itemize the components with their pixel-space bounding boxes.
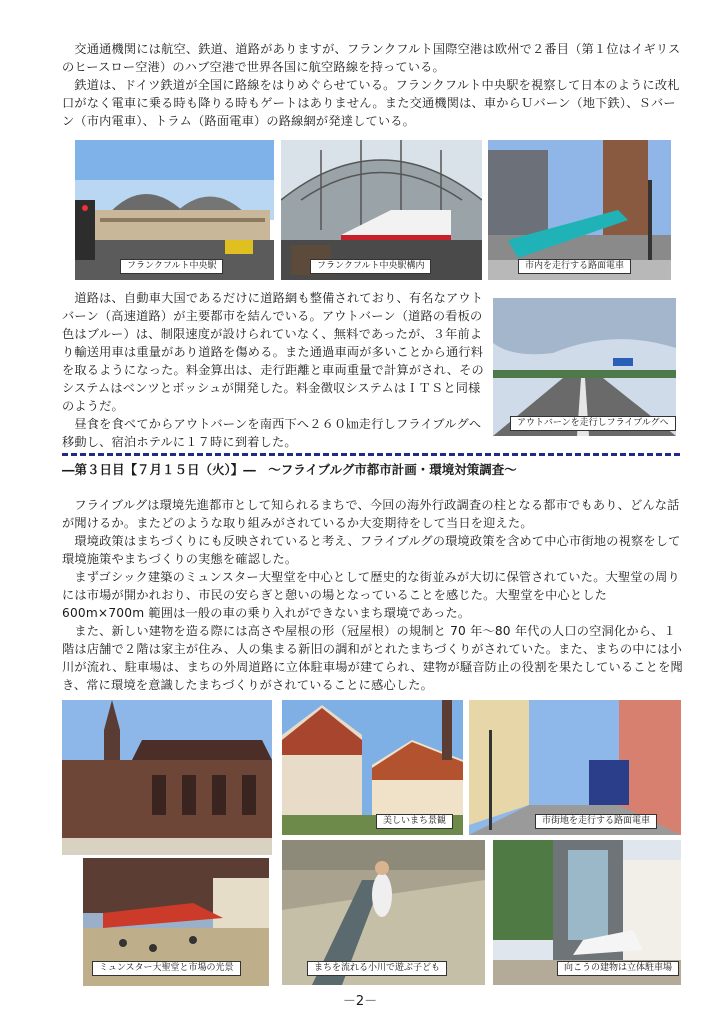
day3-paragraph: フライブルグは環境先進都市として知られるまちで、今回の海外行政調査の柱となる都市でもあり、どんな話が聞けるか。またどのような取り組みがされているか大変期待をして当日を迎えた。 環境政策はまちづくりにも反映されていると考え、フライブルグの環境政策を含めて中心市街地の視察をして環境施策やまちづくりの実態を確認した。 まずゴシック建築のミュンスター大聖堂を中心として歴史的な街並みが大切に保管されていた。大聖堂の周りには市場が開かれおり、市民の安らぎと憩いの場となっていることを感じた。大聖堂を中心とした 600m×700m 範囲は一般の車の乗り入れができないまち環境であった。 また、新しい建物を造る際には高さや屋根の形（冠屋根）の規制と 70 年～80 年代の人口の空洞化から、１階は店舗で２階は家主が住み、人の集まる新旧の調和がとれたまちづくりがされていた。また、まちの中には小川が流れ、駐車場は、まちの外周道路に立体駐車場が建てられ、建物が騒音防止の役割を果たしていることを聞き、常に環境を意識したまちづくりがされていることに感心した。 <box>62 498 683 692</box>
photo-caption: 美しいまち景観 <box>376 814 453 829</box>
photo-caption: まちを流れる小川で遊ぶ子ども <box>307 961 447 976</box>
section-divider <box>62 453 680 456</box>
photo-caption: 市内を走行する路面電車 <box>518 259 631 274</box>
photo-caption: 市街地を走行する路面電車 <box>535 814 657 829</box>
photo-caption: 向こうの建物は立体駐車場 <box>557 961 679 976</box>
page-number: －2－ <box>342 994 378 1009</box>
photo-caption: ミュンスター大聖堂と市場の光景 <box>92 961 241 976</box>
intro-paragraph: 交通通機関には航空、鉄道、道路がありますが、フランクフルト国際空港は欧州で２番目（第１位はイギリスのヒースロー空港）のハブ空港で世界各国に航空路線を持っている。 鉄道は、ドイツ鉄道が全国に路線をはりめぐらせている。フランクフルト中央駅を視察して日本のように改札口がなく電車に乗る時も降りる時もゲートはありません。また交通機関は、車からＵバーン（地下鉄）、Ｓバーン（市内電車）、トラム（路面電車）の路線網が発達している。 <box>62 42 681 128</box>
photo-caption: アウトバーンを走行しフライブルグへ <box>510 416 676 431</box>
day3-heading: ―第３日目【７月１５日（火）】― ～フライブルグ市都市計画・環境対策調査～ <box>62 462 517 477</box>
autobahn-paragraph: 道路は、自動車大国であるだけに道路網も整備されており、有名なアウトバーン（高速道路）が主要都市を結んでいる。アウトバーン（道路の看板の色はブルー）は、制限速度が設けられていなく、無料であったが、３年前より輸送用車は重量があり道路を傷める。また通過車両が多いことから通行料を取るようになった。料金算出は、走行距離と車両重量で計算がされ、そのシステムはベンツとボッシュが開発した。料金徴収システムはＩＴＳと同様のようだ。 昼食を食べてからアウトバーンを南西下へ２６０㎞走行しフライブルグへ移動し、宿泊ホテルに１７時に到着した。 <box>62 291 484 449</box>
photo-caption: フランクフルト中央駅 <box>120 259 223 274</box>
photo-caption: フランクフルト中央駅構内 <box>310 259 431 274</box>
photo-cathedral <box>62 700 272 855</box>
